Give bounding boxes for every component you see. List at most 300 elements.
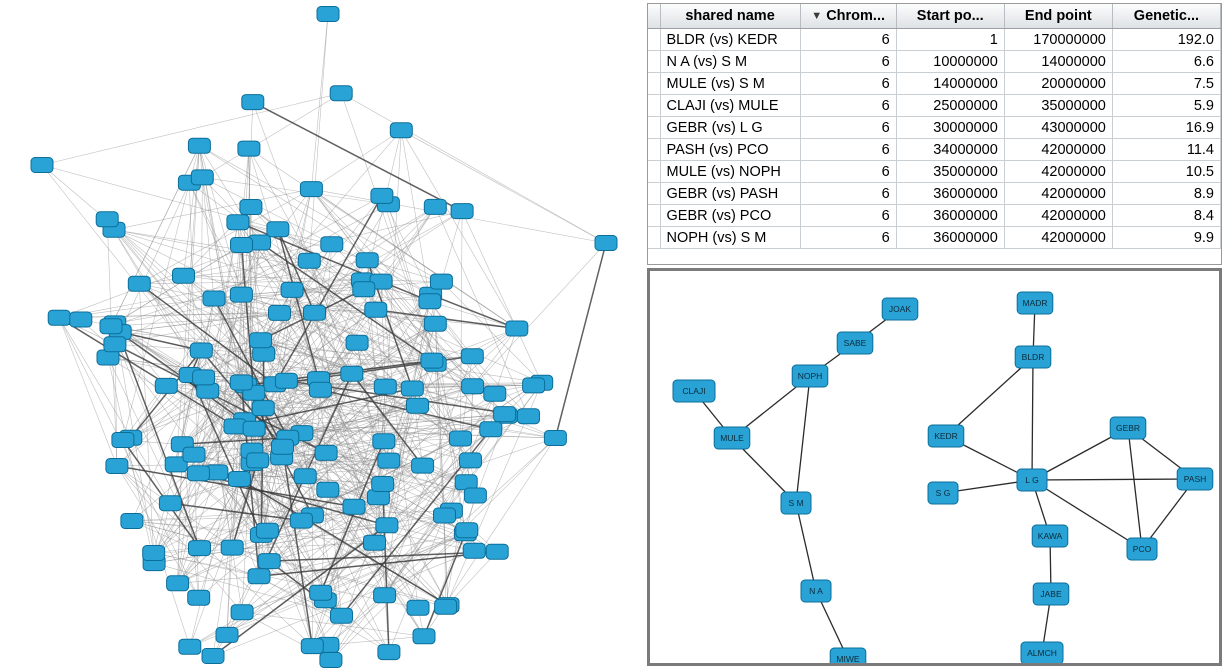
node-shape[interactable]	[227, 215, 249, 230]
node-shape[interactable]	[321, 237, 343, 252]
network-node[interactable]	[228, 472, 250, 487]
node-shape[interactable]	[301, 639, 323, 654]
node-shape[interactable]	[343, 499, 365, 514]
node-shape[interactable]	[281, 282, 303, 297]
network-node[interactable]	[187, 466, 209, 481]
table-row[interactable]	[648, 227, 1221, 249]
network-node[interactable]	[837, 332, 873, 354]
network-node[interactable]	[304, 305, 326, 320]
cell-genetic[interactable]: 9.9	[1112, 227, 1220, 249]
cell-genetic[interactable]: 7.5	[1112, 73, 1220, 95]
network-node[interactable]	[298, 253, 320, 268]
column-header-shared-name[interactable]: shared name	[660, 4, 800, 29]
cell-end-point[interactable]: 42000000	[1004, 139, 1112, 161]
column-header-chromosome[interactable]	[800, 4, 896, 29]
cell-genetic[interactable]: 5.9	[1112, 95, 1220, 117]
cell-genetic[interactable]: 6.6	[1112, 51, 1220, 73]
node-shape[interactable]	[367, 490, 389, 505]
node-shape[interactable]	[191, 170, 213, 185]
network-node[interactable]	[1015, 346, 1051, 368]
network-node[interactable]	[673, 380, 715, 402]
table-header-row[interactable]	[648, 4, 1221, 29]
cell-shared-name[interactable]: NOPH (vs) S M	[660, 227, 800, 249]
node-shape[interactable]	[518, 409, 540, 424]
network-node[interactable]	[290, 513, 312, 528]
network-node[interactable]	[456, 523, 478, 538]
network-node[interactable]	[143, 546, 165, 561]
node-shape[interactable]	[523, 378, 545, 393]
network-node[interactable]	[353, 282, 375, 297]
network-node[interactable]	[317, 7, 339, 22]
cell-genetic[interactable]: 16.9	[1112, 117, 1220, 139]
node-shape[interactable]	[424, 316, 446, 331]
network-node[interactable]	[275, 373, 297, 388]
node-shape[interactable]	[242, 95, 264, 110]
node-shape[interactable]	[243, 421, 265, 436]
node-shape[interactable]	[190, 343, 212, 358]
network-node[interactable]	[378, 645, 400, 660]
cell-genetic[interactable]: 192.0	[1112, 29, 1220, 51]
network-node[interactable]	[310, 585, 332, 600]
network-node[interactable]	[242, 95, 264, 110]
cell-start-point[interactable]: 30000000	[896, 117, 1004, 139]
cell-shared-name[interactable]: GEBR (vs) PCO	[660, 205, 800, 227]
node-shape[interactable]	[31, 158, 53, 173]
cell-start-point[interactable]: 36000000	[896, 227, 1004, 249]
network-node[interactable]	[159, 496, 181, 511]
node-shape[interactable]	[424, 199, 446, 214]
cell-start-point[interactable]: 34000000	[896, 139, 1004, 161]
network-node[interactable]	[331, 608, 353, 623]
node-shape[interactable]	[187, 466, 209, 481]
cell-shared-name[interactable]: GEBR (vs) L G	[660, 117, 800, 139]
node-shape[interactable]	[430, 274, 452, 289]
node-shape[interactable]	[378, 645, 400, 660]
node-shape[interactable]	[96, 212, 118, 227]
node-shape[interactable]	[407, 600, 429, 615]
cell-start-point[interactable]: 36000000	[896, 183, 1004, 205]
node-shape[interactable]	[197, 383, 219, 398]
network-node[interactable]	[450, 431, 472, 446]
network-node[interactable]	[173, 268, 195, 283]
network-node[interactable]	[281, 282, 303, 297]
network-node[interactable]	[300, 182, 322, 197]
node-shape[interactable]	[595, 236, 617, 251]
node-shape[interactable]	[372, 477, 394, 492]
network-node[interactable]	[434, 508, 456, 523]
node-shape[interactable]	[330, 86, 352, 101]
network-node[interactable]	[243, 421, 265, 436]
node-shape[interactable]	[450, 431, 472, 446]
node-shape[interactable]	[401, 381, 423, 396]
network-node[interactable]	[412, 458, 434, 473]
network-node[interactable]	[231, 605, 253, 620]
node-shape[interactable]	[203, 291, 225, 306]
node-shape[interactable]	[106, 459, 128, 474]
network-node[interactable]	[407, 600, 429, 615]
network-node[interactable]	[372, 477, 394, 492]
node-shape[interactable]	[167, 576, 189, 591]
network-node[interactable]	[191, 170, 213, 185]
cell-genetic[interactable]: 8.4	[1112, 205, 1220, 227]
node-shape[interactable]	[290, 513, 312, 528]
column-header-genetic[interactable]: Genetic...	[1112, 4, 1220, 29]
network-node[interactable]	[309, 382, 331, 397]
network-node[interactable]	[70, 312, 92, 327]
node-shape[interactable]	[346, 335, 368, 350]
network-node[interactable]	[486, 544, 508, 559]
network-node[interactable]	[104, 337, 126, 352]
node-shape[interactable]	[179, 639, 201, 654]
node-shape[interactable]	[48, 310, 70, 325]
network-node[interactable]	[1017, 292, 1053, 314]
node-shape[interactable]	[480, 422, 502, 437]
node-shape[interactable]	[275, 373, 297, 388]
network-node[interactable]	[461, 349, 483, 364]
node-shape[interactable]	[188, 138, 210, 153]
node-shape[interactable]	[159, 496, 181, 511]
cell-start-point[interactable]: 25000000	[896, 95, 1004, 117]
node-shape[interactable]	[378, 453, 400, 468]
cell-end-point[interactable]: 42000000	[1004, 227, 1112, 249]
network-node[interactable]	[462, 379, 484, 394]
network-node[interactable]	[197, 383, 219, 398]
network-node[interactable]	[1127, 538, 1157, 560]
cell-shared-name[interactable]: GEBR (vs) PASH	[660, 183, 800, 205]
network-node[interactable]	[128, 276, 150, 291]
cell-shared-name[interactable]: N A (vs) S M	[660, 51, 800, 73]
network-node[interactable]	[100, 319, 122, 334]
node-shape[interactable]	[112, 433, 134, 448]
node-shape[interactable]	[155, 378, 177, 393]
network-node[interactable]	[506, 321, 528, 336]
cell-chromosome[interactable]: 6	[800, 205, 896, 227]
network-node[interactable]	[321, 237, 343, 252]
network-edge[interactable]	[946, 357, 1033, 436]
cell-start-point[interactable]: 35000000	[896, 161, 1004, 183]
node-shape[interactable]	[364, 535, 386, 550]
node-shape[interactable]	[320, 653, 342, 668]
network-node[interactable]	[374, 379, 396, 394]
network-node[interactable]	[1110, 417, 1146, 439]
cell-chromosome[interactable]: 6	[800, 73, 896, 95]
network-node[interactable]	[419, 294, 441, 309]
node-shape[interactable]	[121, 514, 143, 529]
node-shape[interactable]	[250, 333, 272, 348]
node-shape[interactable]	[189, 541, 211, 556]
node-shape[interactable]	[216, 627, 238, 642]
node-shape[interactable]	[188, 590, 210, 605]
node-shape[interactable]	[451, 204, 473, 219]
cell-start-point[interactable]: 1	[896, 29, 1004, 51]
network-node[interactable]	[424, 316, 446, 331]
network-node[interactable]	[882, 298, 918, 320]
network-node[interactable]	[1021, 642, 1063, 663]
node-shape[interactable]	[341, 366, 363, 381]
network-node[interactable]	[928, 482, 958, 504]
network-node[interactable]	[792, 365, 828, 387]
node-shape[interactable]	[315, 445, 337, 460]
network-node[interactable]	[221, 540, 243, 555]
network-node[interactable]	[460, 453, 482, 468]
node-shape[interactable]	[104, 337, 126, 352]
cell-shared-name[interactable]: CLAJI (vs) MULE	[660, 95, 800, 117]
network-node[interactable]	[430, 274, 452, 289]
network-node[interactable]	[378, 453, 400, 468]
node-shape[interactable]	[193, 370, 215, 385]
network-node[interactable]	[407, 398, 429, 413]
network-node[interactable]	[256, 523, 278, 538]
node-shape[interactable]	[353, 282, 375, 297]
cell-end-point[interactable]: 42000000	[1004, 205, 1112, 227]
network-node[interactable]	[451, 204, 473, 219]
node-shape[interactable]	[413, 629, 435, 644]
network-node[interactable]	[203, 291, 225, 306]
network-node[interactable]	[121, 514, 143, 529]
chromosome-region-table-panel[interactable]	[647, 3, 1222, 265]
network-node[interactable]	[230, 287, 252, 302]
network-node[interactable]	[464, 488, 486, 503]
network-edge[interactable]	[1128, 428, 1142, 549]
node-shape[interactable]	[462, 379, 484, 394]
network-node[interactable]	[106, 459, 128, 474]
table-row[interactable]	[648, 117, 1221, 139]
network-node[interactable]	[523, 378, 545, 393]
cell-chromosome[interactable]: 6	[800, 95, 896, 117]
node-shape[interactable]	[272, 439, 294, 454]
chromosome-region-table[interactable]	[648, 4, 1221, 249]
network-node[interactable]	[258, 554, 280, 569]
network-node[interactable]	[190, 343, 212, 358]
table-row[interactable]	[648, 51, 1221, 73]
network-node[interactable]	[227, 215, 249, 230]
network-node[interactable]	[435, 599, 457, 614]
network-node[interactable]	[188, 138, 210, 153]
node-shape[interactable]	[374, 379, 396, 394]
network-node[interactable]	[315, 445, 337, 460]
cell-shared-name[interactable]: MULE (vs) S M	[660, 73, 800, 95]
node-shape[interactable]	[173, 268, 195, 283]
table-row[interactable]	[648, 183, 1221, 205]
network-node[interactable]	[343, 499, 365, 514]
network-node[interactable]	[356, 253, 378, 268]
network-node[interactable]	[484, 386, 506, 401]
network-node[interactable]	[48, 310, 70, 325]
node-shape[interactable]	[317, 482, 339, 497]
network-node[interactable]	[202, 649, 224, 664]
network-node[interactable]	[294, 469, 316, 484]
node-shape[interactable]	[331, 608, 353, 623]
node-shape[interactable]	[228, 472, 250, 487]
subnetwork-view[interactable]	[647, 268, 1222, 666]
network-node[interactable]	[269, 305, 291, 320]
node-shape[interactable]	[356, 253, 378, 268]
cell-shared-name[interactable]: MULE (vs) NOPH	[660, 161, 800, 183]
node-shape[interactable]	[407, 398, 429, 413]
network-node[interactable]	[595, 236, 617, 251]
cell-chromosome[interactable]: 6	[800, 139, 896, 161]
network-node[interactable]	[216, 627, 238, 642]
network-node[interactable]	[390, 123, 412, 138]
cell-end-point[interactable]: 20000000	[1004, 73, 1112, 95]
node-shape[interactable]	[231, 238, 253, 253]
cell-start-point[interactable]: 14000000	[896, 73, 1004, 95]
node-shape[interactable]	[419, 294, 441, 309]
network-node[interactable]	[1033, 583, 1069, 605]
column-header-start-point[interactable]: Start po...	[896, 4, 1004, 29]
network-node[interactable]	[301, 639, 323, 654]
cell-end-point[interactable]: 170000000	[1004, 29, 1112, 51]
node-shape[interactable]	[464, 488, 486, 503]
network-node[interactable]	[374, 588, 396, 603]
network-edge[interactable]	[796, 376, 810, 503]
cell-genetic[interactable]: 8.9	[1112, 183, 1220, 205]
cell-chromosome[interactable]: 6	[800, 51, 896, 73]
network-node[interactable]	[365, 302, 387, 317]
node-shape[interactable]	[300, 182, 322, 197]
node-shape[interactable]	[269, 305, 291, 320]
network-node[interactable]	[371, 188, 393, 203]
table-row[interactable]	[648, 29, 1221, 51]
cell-shared-name[interactable]: PASH (vs) PCO	[660, 139, 800, 161]
network-node[interactable]	[346, 335, 368, 350]
node-shape[interactable]	[70, 312, 92, 327]
node-shape[interactable]	[240, 200, 262, 215]
node-shape[interactable]	[376, 518, 398, 533]
cell-end-point[interactable]: 43000000	[1004, 117, 1112, 139]
node-shape[interactable]	[252, 401, 274, 416]
cell-chromosome[interactable]: 6	[800, 161, 896, 183]
node-shape[interactable]	[267, 222, 289, 237]
network-node[interactable]	[801, 580, 831, 602]
network-node[interactable]	[267, 222, 289, 237]
network-node[interactable]	[480, 422, 502, 437]
cell-chromosome[interactable]: 6	[800, 227, 896, 249]
network-node[interactable]	[188, 590, 210, 605]
node-shape[interactable]	[373, 434, 395, 449]
table-row[interactable]	[648, 139, 1221, 161]
node-shape[interactable]	[486, 544, 508, 559]
network-node[interactable]	[781, 492, 811, 514]
network-node[interactable]	[112, 433, 134, 448]
node-shape[interactable]	[143, 546, 165, 561]
filter-icon[interactable]: ▼	[811, 10, 823, 23]
network-edge[interactable]	[1032, 357, 1033, 480]
cell-end-point[interactable]: 35000000	[1004, 95, 1112, 117]
node-shape[interactable]	[247, 453, 269, 468]
network-node[interactable]	[376, 518, 398, 533]
network-node[interactable]	[1177, 468, 1213, 490]
node-shape[interactable]	[365, 302, 387, 317]
network-node[interactable]	[231, 238, 253, 253]
network-node[interactable]	[320, 653, 342, 668]
node-shape[interactable]	[231, 605, 253, 620]
network-node[interactable]	[373, 434, 395, 449]
node-shape[interactable]	[371, 188, 393, 203]
node-shape[interactable]	[421, 353, 443, 368]
node-shape[interactable]	[230, 375, 252, 390]
cell-chromosome[interactable]: 6	[800, 117, 896, 139]
network-node[interactable]	[240, 200, 262, 215]
network-node[interactable]	[272, 439, 294, 454]
network-node[interactable]	[179, 639, 201, 654]
cell-end-point[interactable]: 14000000	[1004, 51, 1112, 73]
node-shape[interactable]	[506, 321, 528, 336]
node-shape[interactable]	[544, 431, 566, 446]
network-node[interactable]	[341, 366, 363, 381]
network-node[interactable]	[928, 425, 964, 447]
column-header-end-point[interactable]: End point	[1004, 4, 1112, 29]
subnetwork-canvas[interactable]	[650, 271, 1219, 663]
cell-start-point[interactable]: 36000000	[896, 205, 1004, 227]
cell-genetic[interactable]: 10.5	[1112, 161, 1220, 183]
node-shape[interactable]	[304, 305, 326, 320]
node-shape[interactable]	[238, 141, 260, 156]
node-shape[interactable]	[298, 253, 320, 268]
network-node[interactable]	[518, 409, 540, 424]
node-shape[interactable]	[494, 407, 516, 422]
network-node[interactable]	[367, 490, 389, 505]
node-shape[interactable]	[463, 543, 485, 558]
network-node[interactable]	[31, 158, 53, 173]
network-node[interactable]	[1017, 469, 1047, 491]
network-edge[interactable]	[796, 503, 816, 591]
node-shape[interactable]	[230, 287, 252, 302]
node-shape[interactable]	[221, 540, 243, 555]
network-node[interactable]	[183, 447, 205, 462]
node-shape[interactable]	[183, 447, 205, 462]
node-shape[interactable]	[256, 523, 278, 538]
cell-end-point[interactable]: 42000000	[1004, 161, 1112, 183]
network-node[interactable]	[494, 407, 516, 422]
network-node[interactable]	[167, 576, 189, 591]
network-node[interactable]	[248, 569, 270, 584]
node-shape[interactable]	[310, 585, 332, 600]
node-shape[interactable]	[374, 588, 396, 603]
network-node[interactable]	[193, 370, 215, 385]
node-shape[interactable]	[461, 349, 483, 364]
cell-start-point[interactable]: 10000000	[896, 51, 1004, 73]
network-node[interactable]	[424, 199, 446, 214]
node-shape[interactable]	[253, 346, 275, 361]
cell-chromosome[interactable]: 6	[800, 183, 896, 205]
network-node[interactable]	[463, 543, 485, 558]
node-shape[interactable]	[460, 453, 482, 468]
network-node[interactable]	[96, 212, 118, 227]
node-shape[interactable]	[484, 386, 506, 401]
cell-genetic[interactable]: 11.4	[1112, 139, 1220, 161]
network-node[interactable]	[1032, 525, 1068, 547]
network-node[interactable]	[714, 427, 750, 449]
table-row[interactable]	[648, 73, 1221, 95]
network-node[interactable]	[252, 401, 274, 416]
network-node[interactable]	[317, 482, 339, 497]
node-shape[interactable]	[128, 276, 150, 291]
network-node[interactable]	[544, 431, 566, 446]
network-edge[interactable]	[1032, 479, 1195, 480]
node-shape[interactable]	[248, 569, 270, 584]
network-node[interactable]	[253, 346, 275, 361]
network-node[interactable]	[189, 541, 211, 556]
table-row[interactable]	[648, 161, 1221, 183]
network-node[interactable]	[413, 629, 435, 644]
node-shape[interactable]	[202, 649, 224, 664]
table-body[interactable]	[648, 29, 1221, 249]
cell-chromosome[interactable]: 6	[800, 29, 896, 51]
cell-shared-name[interactable]: BLDR (vs) KEDR	[660, 29, 800, 51]
node-shape[interactable]	[435, 599, 457, 614]
network-node[interactable]	[330, 86, 352, 101]
